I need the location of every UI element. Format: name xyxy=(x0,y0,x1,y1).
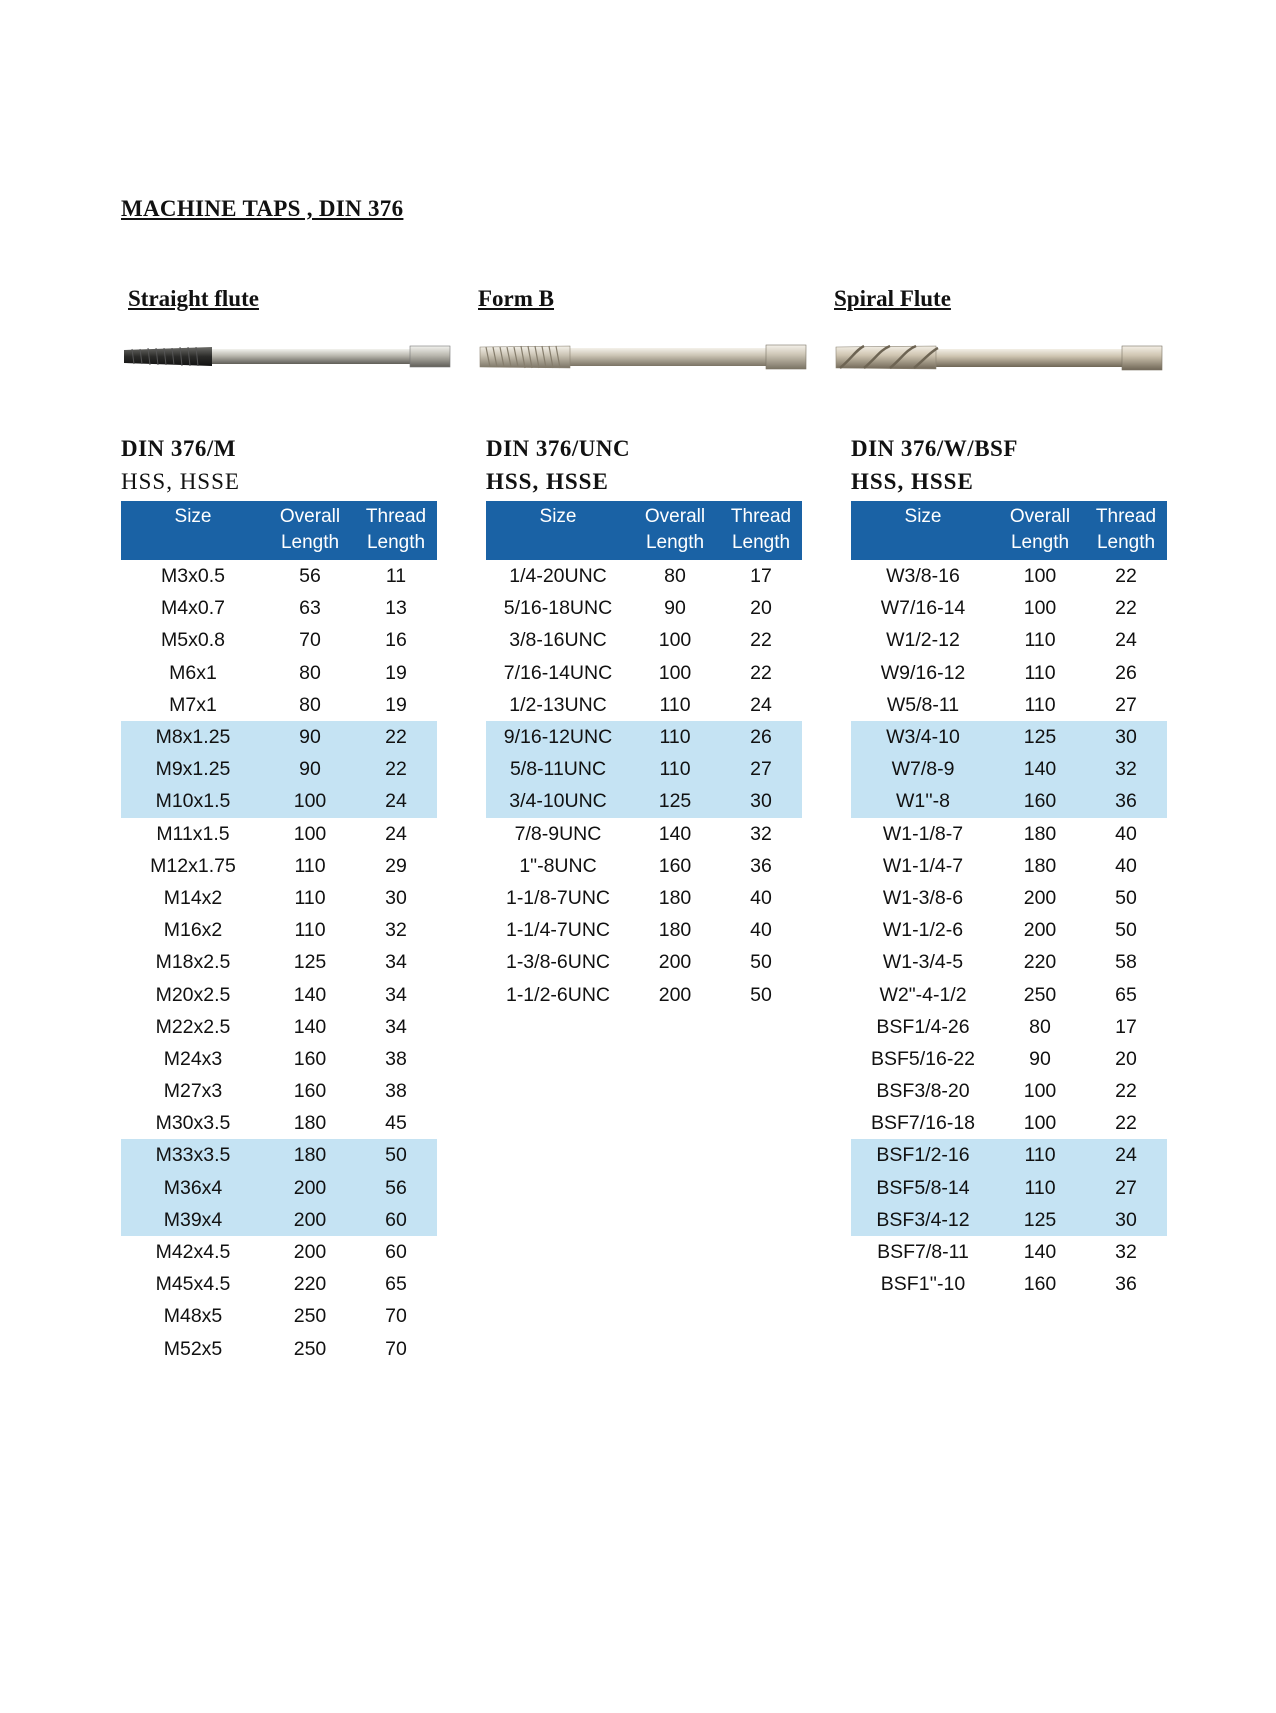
table-row xyxy=(851,882,1167,914)
cell-overall-length: 100 xyxy=(658,661,692,684)
cell-size: BSF3/4-12 xyxy=(851,1204,995,1236)
cell-thread-length: 24 xyxy=(1115,629,1137,652)
cell-overall-length: 100 xyxy=(1023,1080,1057,1103)
table-row xyxy=(851,721,1167,753)
cell-overall-length: 160 xyxy=(658,854,692,877)
section-din376-unc xyxy=(486,434,802,1011)
cell-overall-length: 100 xyxy=(1023,1112,1057,1135)
cell-size: M18x2.5 xyxy=(155,951,231,974)
cell-thread-length: 24 xyxy=(355,785,437,817)
straight-flute-tap-image xyxy=(122,338,452,378)
cell-overall-length: 250 xyxy=(293,1305,327,1328)
table-header-row xyxy=(851,501,1167,560)
cell-overall-length: 140 xyxy=(995,753,1085,785)
cell-overall-length: 63 xyxy=(299,597,321,620)
cell-size: W1-3/4-5 xyxy=(882,951,964,974)
standard-heading: DIN 376/M xyxy=(121,436,237,461)
cell-thread-length: 70 xyxy=(385,1305,407,1328)
standard-heading: DIN 376/W/BSF xyxy=(851,436,1018,461)
cell-thread-length: 11 xyxy=(385,565,407,588)
table-row xyxy=(851,657,1167,689)
cell-size: W1-1/2-6 xyxy=(882,919,964,942)
cell-size: 1-1/4-7UNC xyxy=(505,919,611,942)
cell-overall-length: 100 xyxy=(293,822,327,845)
cell-overall-length: 200 xyxy=(293,1241,327,1264)
table-row xyxy=(486,721,802,753)
cell-overall-length: 110 xyxy=(1024,629,1056,652)
cell-thread-length: 50 xyxy=(750,983,772,1006)
cell-overall-length: 200 xyxy=(658,951,692,974)
cell-thread-length: 22 xyxy=(750,629,772,652)
cell-thread-length: 29 xyxy=(385,854,407,877)
cell-overall-length: 100 xyxy=(658,629,692,652)
cell-overall-length: 80 xyxy=(664,565,686,588)
column-header-overall-length: Overall Length xyxy=(995,501,1085,560)
table-row xyxy=(851,1075,1167,1107)
table-row xyxy=(121,1268,437,1300)
cell-overall-length: 200 xyxy=(265,1172,355,1204)
cell-size: 1/2-13UNC xyxy=(509,693,607,716)
cell-size: BSF1/4-26 xyxy=(876,1015,970,1038)
cell-overall-length: 110 xyxy=(294,886,326,909)
spec-table xyxy=(486,501,802,1011)
table-row xyxy=(851,560,1167,592)
material-label: HSS, HSSE xyxy=(486,469,609,494)
table-row xyxy=(121,624,437,656)
cell-size: W1-1/4-7 xyxy=(882,854,964,877)
cell-thread-length: 65 xyxy=(1115,983,1137,1006)
cell-thread-length: 22 xyxy=(1115,1080,1137,1103)
table-row xyxy=(851,818,1167,850)
spec-table xyxy=(851,501,1167,1300)
cell-thread-length: 17 xyxy=(1115,1015,1137,1038)
column-header-size: Size xyxy=(121,501,265,560)
table-row xyxy=(851,1043,1167,1075)
cell-size: 1-1/8-7UNC xyxy=(505,886,611,909)
cell-size: W2"-4-1/2 xyxy=(879,983,967,1006)
cell-size: 5/8-11UNC xyxy=(486,753,630,785)
cell-size: W7/16-14 xyxy=(880,597,966,620)
table-row xyxy=(851,1204,1167,1236)
cell-thread-length: 40 xyxy=(750,919,772,942)
cell-size: M27x3 xyxy=(163,1080,223,1103)
cell-overall-length: 200 xyxy=(1023,886,1057,909)
cell-thread-length: 32 xyxy=(385,919,407,942)
cell-size: M30x3.5 xyxy=(155,1112,231,1135)
cell-overall-length: 70 xyxy=(299,629,321,652)
table-row xyxy=(851,1107,1167,1139)
cell-overall-length: 110 xyxy=(659,693,691,716)
cell-thread-length: 50 xyxy=(1115,886,1137,909)
cell-size: BSF1/2-16 xyxy=(851,1139,995,1171)
cell-thread-length: 40 xyxy=(1115,822,1137,845)
cell-size: M45x4.5 xyxy=(155,1273,231,1296)
cell-thread-length: 16 xyxy=(385,629,407,652)
table-row xyxy=(486,818,802,850)
cell-size: M10x1.5 xyxy=(121,785,265,817)
table-row xyxy=(851,785,1167,817)
cell-thread-length: 22 xyxy=(1115,597,1137,620)
cell-thread-length: 36 xyxy=(750,854,772,877)
table-row xyxy=(851,1011,1167,1043)
cell-size: W3/4-10 xyxy=(851,721,995,753)
cell-size: W1''-8 xyxy=(851,785,995,817)
cell-thread-length: 30 xyxy=(1085,721,1167,753)
table-row xyxy=(851,689,1167,721)
table-header-row xyxy=(486,501,802,560)
table-row xyxy=(121,1139,437,1171)
column-header-thread-length: Thread Length xyxy=(355,501,437,560)
cell-overall-length: 80 xyxy=(299,661,321,684)
cell-thread-length: 27 xyxy=(720,753,802,785)
table-row xyxy=(486,882,802,914)
cell-thread-length: 30 xyxy=(720,785,802,817)
table-row xyxy=(121,818,437,850)
cell-thread-length: 19 xyxy=(385,693,407,716)
table-row xyxy=(851,1139,1167,1171)
column-header-size: Size xyxy=(486,501,630,560)
cell-thread-length: 13 xyxy=(385,597,407,620)
cell-overall-length: 180 xyxy=(1023,854,1057,877)
table-row xyxy=(851,1268,1167,1300)
cell-overall-length: 56 xyxy=(299,565,321,588)
cell-overall-length: 220 xyxy=(1023,951,1057,974)
cell-thread-length: 30 xyxy=(385,886,407,909)
cell-thread-length: 38 xyxy=(385,1080,407,1103)
cell-size: BSF7/16-18 xyxy=(870,1112,976,1135)
cell-overall-length: 90 xyxy=(664,597,686,620)
cell-thread-length: 40 xyxy=(1115,854,1137,877)
cell-thread-length: 58 xyxy=(1115,951,1137,974)
table-row xyxy=(121,1204,437,1236)
cell-overall-length: 200 xyxy=(265,1204,355,1236)
column-header-thread-length: Thread Length xyxy=(720,501,802,560)
cell-thread-length: 70 xyxy=(385,1337,407,1360)
cell-overall-length: 80 xyxy=(1029,1015,1051,1038)
cell-overall-length: 140 xyxy=(1023,1241,1057,1264)
cell-overall-length: 110 xyxy=(630,753,720,785)
cell-thread-length: 22 xyxy=(355,721,437,753)
category-straight-flute: Straight flute xyxy=(128,286,259,311)
cell-size: M52x5 xyxy=(163,1337,223,1360)
table-row xyxy=(486,753,802,785)
cell-thread-length: 56 xyxy=(355,1172,437,1204)
cell-size: BSF7/8-11 xyxy=(877,1241,969,1264)
cell-size: 5/16-18UNC xyxy=(503,597,613,620)
section-din376-w-bsf xyxy=(851,434,1167,1300)
cell-size: 9/16-12UNC xyxy=(486,721,630,753)
table-row xyxy=(486,978,802,1010)
column-header-size: Size xyxy=(851,501,995,560)
cell-size: W9/16-12 xyxy=(880,661,966,684)
table-row xyxy=(121,1333,437,1365)
cell-overall-length: 250 xyxy=(293,1337,327,1360)
category-spiral-flute: Spiral Flute xyxy=(834,286,951,311)
cell-size: M11x1.5 xyxy=(156,822,230,845)
cell-overall-length: 250 xyxy=(1023,983,1057,1006)
table-row xyxy=(121,882,437,914)
cell-thread-length: 22 xyxy=(750,661,772,684)
cell-size: W3/8-16 xyxy=(886,565,960,588)
table-row xyxy=(851,914,1167,946)
cell-thread-length: 50 xyxy=(1115,919,1137,942)
cell-size: 1-3/8-6UNC xyxy=(505,951,611,974)
table-row xyxy=(486,689,802,721)
cell-overall-length: 220 xyxy=(293,1273,327,1296)
table-row xyxy=(486,914,802,946)
cell-overall-length: 140 xyxy=(293,983,327,1006)
cell-overall-length: 200 xyxy=(658,983,692,1006)
cell-size: M39x4 xyxy=(121,1204,265,1236)
cell-thread-length: 26 xyxy=(720,721,802,753)
cell-thread-length: 36 xyxy=(1115,1273,1137,1296)
cell-thread-length: 34 xyxy=(385,983,407,1006)
cell-overall-length: 180 xyxy=(265,1139,355,1171)
cell-size: 3/8-16UNC xyxy=(509,629,607,652)
cell-thread-length: 22 xyxy=(1115,1112,1137,1135)
cell-overall-length: 140 xyxy=(293,1015,327,1038)
table-row xyxy=(121,1011,437,1043)
cell-size: M48x5 xyxy=(163,1305,223,1328)
cell-overall-length: 180 xyxy=(1023,822,1057,845)
table-row xyxy=(121,1300,437,1332)
cell-overall-length: 160 xyxy=(1023,1273,1057,1296)
cell-thread-length: 20 xyxy=(1115,1047,1137,1070)
cell-thread-length: 50 xyxy=(355,1139,437,1171)
cell-overall-length: 160 xyxy=(293,1080,327,1103)
cell-size: 1-1/2-6UNC xyxy=(505,983,611,1006)
table-row xyxy=(486,592,802,624)
table-row xyxy=(486,946,802,978)
cell-thread-length: 40 xyxy=(750,886,772,909)
cell-overall-length: 125 xyxy=(995,1204,1085,1236)
column-header-thread-length: Thread Length xyxy=(1085,501,1167,560)
cell-thread-length: 17 xyxy=(750,565,772,588)
cell-size: BSF5/8-14 xyxy=(851,1172,995,1204)
cell-size: M7x1 xyxy=(169,693,217,716)
cell-overall-length: 80 xyxy=(299,693,321,716)
cell-thread-length: 30 xyxy=(1085,1204,1167,1236)
cell-size: 3/4-10UNC xyxy=(486,785,630,817)
table-row xyxy=(121,1107,437,1139)
cell-overall-length: 110 xyxy=(995,1172,1085,1204)
cell-overall-length: 90 xyxy=(1029,1047,1051,1070)
cell-thread-length: 65 xyxy=(385,1273,407,1296)
table-row xyxy=(121,560,437,592)
cell-overall-length: 180 xyxy=(658,886,692,909)
cell-thread-length: 24 xyxy=(1085,1139,1167,1171)
table-row xyxy=(121,689,437,721)
form-b-tap-image xyxy=(478,338,808,378)
cell-overall-length: 90 xyxy=(265,753,355,785)
cell-thread-length: 50 xyxy=(750,951,772,974)
table-row xyxy=(121,721,437,753)
cell-size: BSF3/8-20 xyxy=(876,1080,970,1103)
cell-overall-length: 180 xyxy=(293,1112,327,1135)
cell-size: M14x2 xyxy=(163,886,223,909)
cell-thread-length: 27 xyxy=(1115,693,1137,716)
cell-size: 1"-8UNC xyxy=(519,854,597,877)
cell-thread-length: 60 xyxy=(385,1241,407,1264)
section-din376-m xyxy=(121,434,437,1365)
table-row xyxy=(121,978,437,1010)
cell-overall-length: 160 xyxy=(995,785,1085,817)
cell-thread-length: 19 xyxy=(385,661,407,684)
cell-overall-length: 200 xyxy=(1023,919,1057,942)
page-title: MACHINE TAPS , DIN 376 xyxy=(121,196,404,221)
cell-thread-length: 34 xyxy=(385,1015,407,1038)
table-header-row xyxy=(121,501,437,560)
column-header-overall-length: Overall Length xyxy=(265,501,355,560)
cell-size: M24x3 xyxy=(163,1047,223,1070)
table-row xyxy=(851,1172,1167,1204)
cell-thread-length: 24 xyxy=(750,693,772,716)
cell-size: W1-3/8-6 xyxy=(882,886,964,909)
cell-size: 7/8-9UNC xyxy=(514,822,602,845)
cell-overall-length: 160 xyxy=(293,1047,327,1070)
table-row xyxy=(121,1075,437,1107)
cell-thread-length: 32 xyxy=(750,822,772,845)
cell-size: M8x1.25 xyxy=(121,721,265,753)
cell-size: M5x0.8 xyxy=(161,629,225,652)
cell-overall-length: 140 xyxy=(658,822,692,845)
cell-thread-length: 45 xyxy=(385,1112,407,1135)
cell-size: M9x1.25 xyxy=(121,753,265,785)
table-row xyxy=(851,946,1167,978)
table-row xyxy=(121,592,437,624)
material-label: HSS, HSSE xyxy=(851,469,974,494)
cell-thread-length: 32 xyxy=(1115,1241,1137,1264)
cell-thread-length: 34 xyxy=(385,951,407,974)
cell-overall-length: 180 xyxy=(658,919,692,942)
cell-overall-length: 110 xyxy=(294,919,326,942)
table-row xyxy=(121,946,437,978)
cell-overall-length: 100 xyxy=(1023,565,1057,588)
table-row xyxy=(851,978,1167,1010)
table-row xyxy=(486,560,802,592)
table-row xyxy=(851,850,1167,882)
cell-size: W1/2-12 xyxy=(886,629,960,652)
cell-size: BSF5/16-22 xyxy=(870,1047,976,1070)
cell-thread-length: 26 xyxy=(1115,661,1137,684)
category-form-b: Form B xyxy=(478,286,555,311)
cell-thread-length: 22 xyxy=(355,753,437,785)
cell-size: M12x1.75 xyxy=(150,854,236,877)
cell-thread-length: 24 xyxy=(385,822,407,845)
cell-overall-length: 110 xyxy=(630,721,720,753)
table-row xyxy=(121,657,437,689)
table-row xyxy=(486,785,802,817)
cell-size: W7/8-9 xyxy=(851,753,995,785)
cell-thread-length: 32 xyxy=(1085,753,1167,785)
cell-size: 7/16-14UNC xyxy=(503,661,613,684)
cell-thread-length: 22 xyxy=(1115,565,1137,588)
table-row xyxy=(121,1236,437,1268)
table-row xyxy=(486,850,802,882)
cell-overall-length: 125 xyxy=(293,951,327,974)
cell-size: M3x0.5 xyxy=(161,565,225,588)
cell-size: M36x4 xyxy=(121,1172,265,1204)
table-row xyxy=(851,1236,1167,1268)
table-row xyxy=(851,592,1167,624)
cell-overall-length: 100 xyxy=(1023,597,1057,620)
cell-overall-length: 125 xyxy=(630,785,720,817)
table-row xyxy=(121,1172,437,1204)
cell-size: W1-1/8-7 xyxy=(882,822,964,845)
standard-heading: DIN 376/UNC xyxy=(486,436,631,461)
cell-size: W5/8-11 xyxy=(886,693,960,716)
cell-overall-length: 110 xyxy=(1024,693,1056,716)
column-header-overall-length: Overall Length xyxy=(630,501,720,560)
table-row xyxy=(121,914,437,946)
spiral-flute-tap-image xyxy=(834,338,1164,378)
cell-overall-length: 125 xyxy=(995,721,1085,753)
table-row xyxy=(851,624,1167,656)
cell-overall-length: 90 xyxy=(265,721,355,753)
cell-overall-length: 100 xyxy=(265,785,355,817)
cell-size: BSF1''-10 xyxy=(880,1273,966,1296)
cell-size: M16x2 xyxy=(163,919,223,942)
cell-size: 1/4-20UNC xyxy=(509,565,607,588)
cell-size: M42x4.5 xyxy=(155,1241,231,1264)
table-row xyxy=(121,850,437,882)
cell-size: M33x3.5 xyxy=(121,1139,265,1171)
cell-thread-length: 36 xyxy=(1085,785,1167,817)
spec-table xyxy=(121,501,437,1365)
cell-size: M6x1 xyxy=(169,661,217,684)
table-row xyxy=(121,753,437,785)
material-label: HSS, HSSE xyxy=(121,469,240,494)
cell-overall-length: 110 xyxy=(995,1139,1085,1171)
cell-thread-length: 38 xyxy=(385,1047,407,1070)
table-row xyxy=(121,785,437,817)
table-row xyxy=(121,1043,437,1075)
cell-overall-length: 110 xyxy=(1024,661,1056,684)
cell-overall-length: 110 xyxy=(294,854,326,877)
table-row xyxy=(486,657,802,689)
cell-size: M4x0.7 xyxy=(161,597,225,620)
cell-size: M20x2.5 xyxy=(155,983,231,1006)
cell-thread-length: 20 xyxy=(750,597,772,620)
table-row xyxy=(486,624,802,656)
cell-thread-length: 27 xyxy=(1085,1172,1167,1204)
cell-size: M22x2.5 xyxy=(155,1015,231,1038)
table-row xyxy=(851,753,1167,785)
cell-thread-length: 60 xyxy=(355,1204,437,1236)
